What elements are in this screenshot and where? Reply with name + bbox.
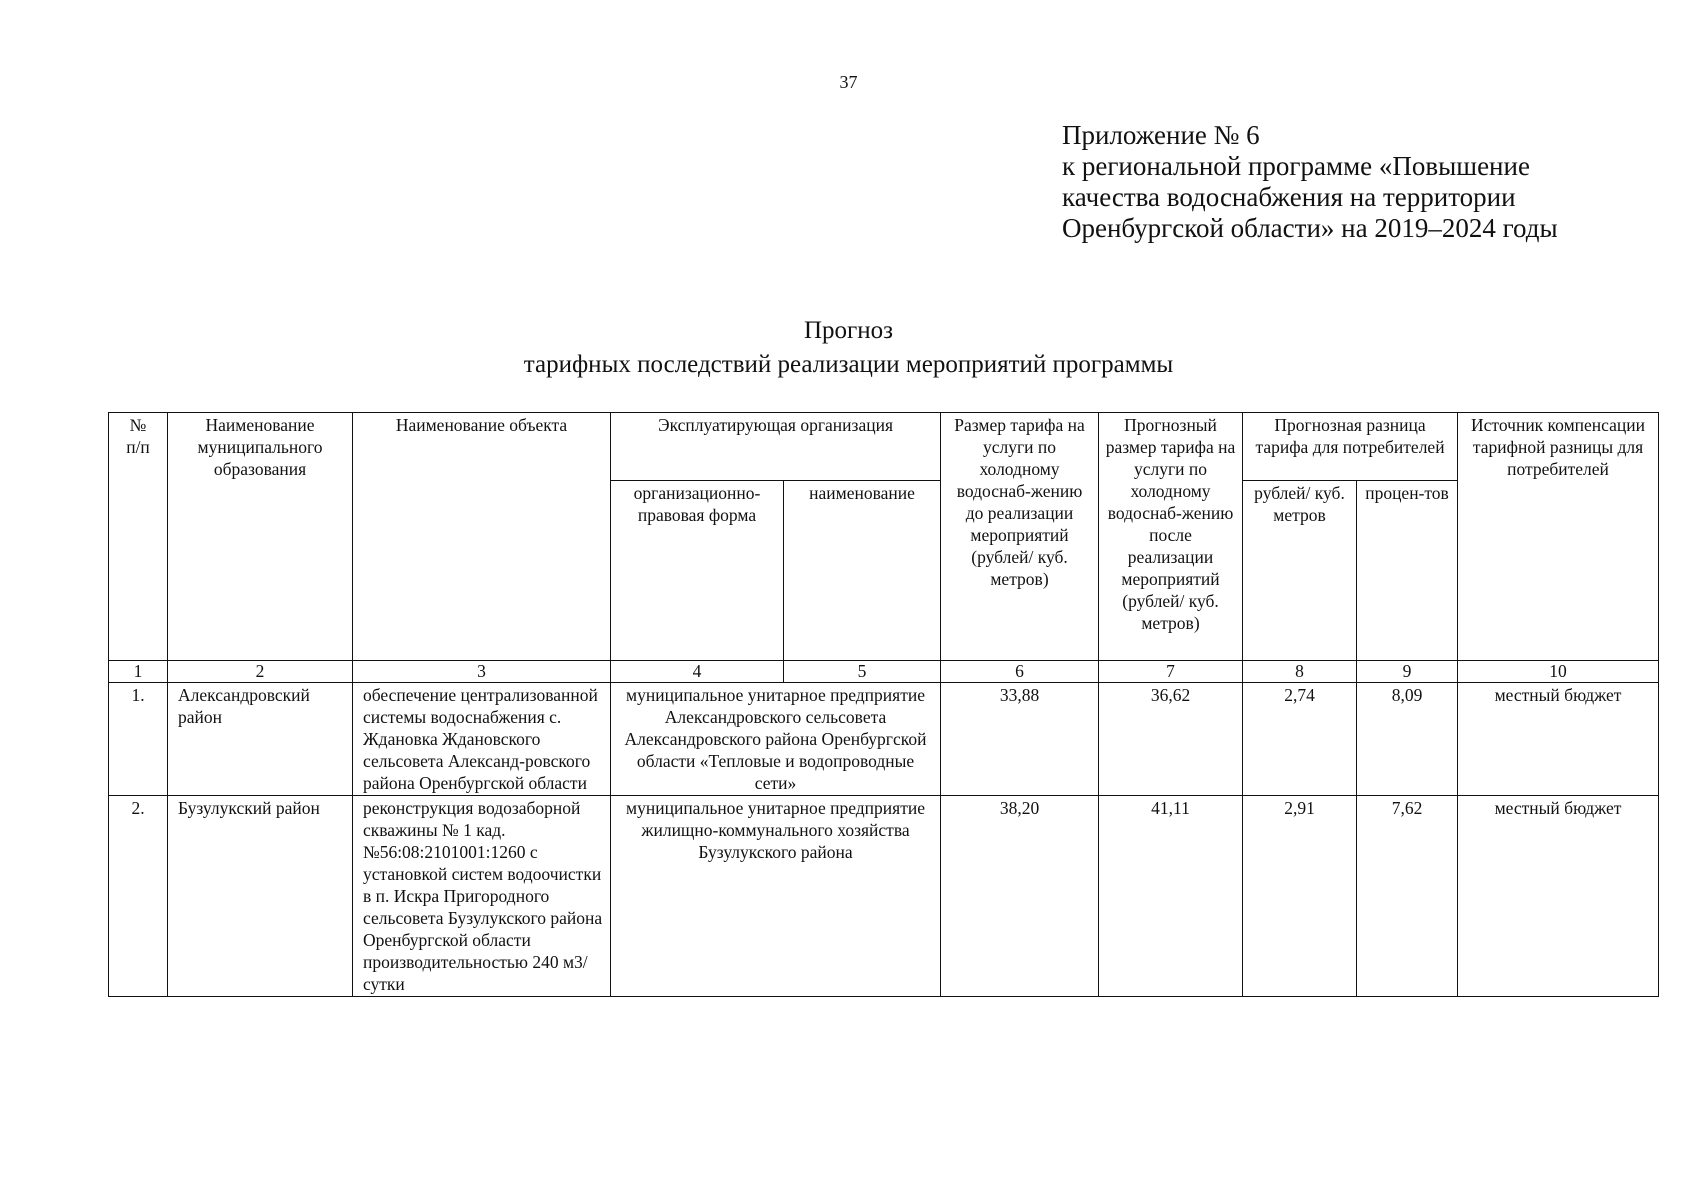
column-number: 3 (353, 661, 611, 683)
row-municipality: Бузулукский район (168, 796, 353, 997)
tariff-forecast-table (108, 412, 1659, 997)
header-num: № п/п (109, 413, 168, 661)
page-number: 37 (839, 72, 858, 92)
header-row (109, 413, 1659, 481)
row-num: 1. (109, 683, 168, 796)
header-org-form: организационно-правовая форма (611, 481, 784, 661)
column-number: 5 (784, 661, 941, 683)
column-number-row (109, 661, 1659, 683)
appendix-line: к региональной программе «Повышение (1062, 151, 1530, 181)
header-municipality: Наименование муниципального образования (168, 413, 353, 661)
row-tariff-after: 41,11 (1099, 796, 1243, 997)
header-diff: Прогнозная разница тарифа для потребителей (1243, 413, 1458, 481)
column-number: 8 (1243, 661, 1357, 683)
document-title (0, 314, 1697, 382)
column-number: 2 (168, 661, 353, 683)
row-diff-rub: 2,74 (1243, 683, 1357, 796)
row-diff-pct: 7,62 (1357, 796, 1458, 997)
row-organization: муниципальное унитарное предприятие жилищно-коммунального хозяйства Бузулукского района (611, 796, 941, 997)
column-number: 10 (1458, 661, 1659, 683)
appendix-line: Приложение № 6 (1062, 120, 1260, 150)
row-tariff-before: 38,20 (941, 796, 1099, 997)
row-municipality: Александровский район (168, 683, 353, 796)
header-operator: Эксплуатирующая организация (611, 413, 941, 481)
header-source: Источник компенсации тарифной разницы для потребителей (1458, 413, 1659, 661)
table-row (109, 796, 1659, 997)
appendix-line: Оренбургской области» на 2019–2024 годы (1062, 213, 1558, 243)
header-tariff-before: Размер тарифа на услуги по холодному водоснаб-жению до реализации мероприятий (рублей/ куб. метров) (941, 413, 1099, 661)
header-org-name: наименование (784, 481, 941, 661)
appendix-line: качества водоснабжения на территории (1062, 182, 1516, 212)
title-line-1: Прогноз (803, 317, 894, 344)
row-source: местный бюджет (1458, 683, 1659, 796)
row-object: обеспечение централизованной системы водоснабжения с. Ждановка Ждановского сельсовета Александ-ровского района Оренбургской области (353, 683, 611, 796)
row-num: 2. (109, 796, 168, 997)
header-diff-pct: процен-тов (1357, 481, 1458, 661)
title-line-2: тарифных последствий реализации мероприятий программы (523, 351, 1174, 378)
row-tariff-after: 36,62 (1099, 683, 1243, 796)
column-number: 6 (941, 661, 1099, 683)
appendix-note (1062, 120, 1682, 244)
header-diff-rub: рублей/ куб. метров (1243, 481, 1357, 661)
table-row (109, 683, 1659, 796)
row-tariff-before: 33,88 (941, 683, 1099, 796)
column-number: 7 (1099, 661, 1243, 683)
header-tariff-after: Прогнозный размер тарифа на услуги по холодному водоснаб-жению после реализации мероприятий (рублей/ куб. метров) (1099, 413, 1243, 661)
column-number: 1 (109, 661, 168, 683)
column-number: 4 (611, 661, 784, 683)
row-source: местный бюджет (1458, 796, 1659, 997)
row-diff-rub: 2,91 (1243, 796, 1357, 997)
row-diff-pct: 8,09 (1357, 683, 1458, 796)
row-organization: муниципальное унитарное предприятие Александровского сельсовета Александровского района Оренбургской области «Тепловые и водопроводные сети» (611, 683, 941, 796)
header-object: Наименование объекта (353, 413, 611, 661)
column-number: 9 (1357, 661, 1458, 683)
row-object: реконструкция водозаборной скважины № 1 кад.№56:08:2101001:1260 с установкой систем водоочистки в п. Искра Пригородного сельсовета Бузулукского района Оренбургской области производительностью 240 м3/сутки (353, 796, 611, 997)
